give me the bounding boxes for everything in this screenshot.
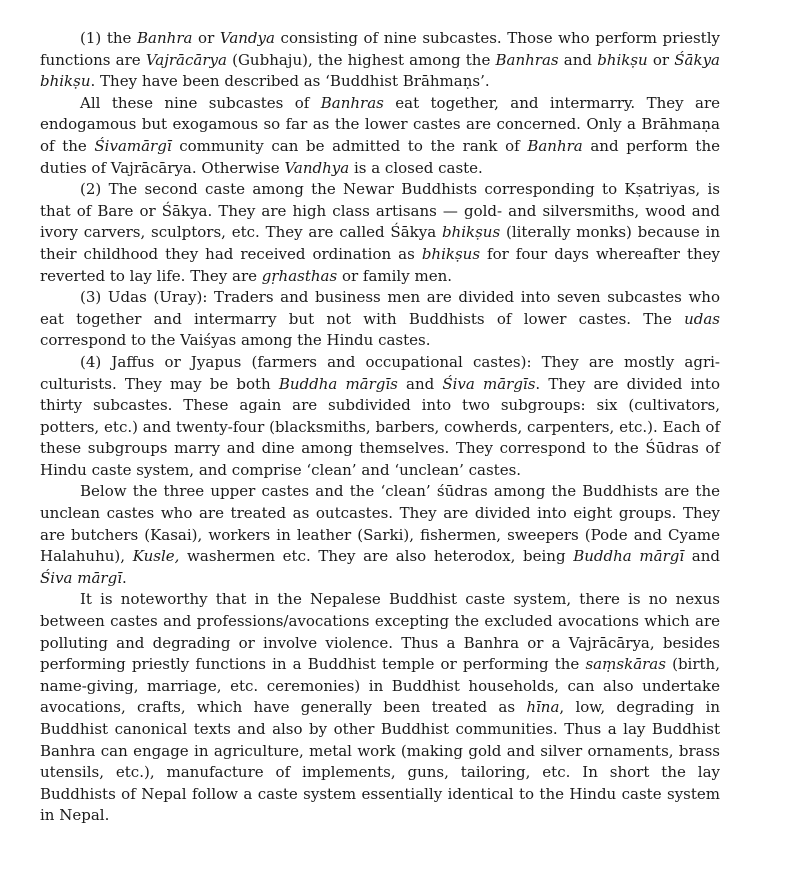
paragraph-udas bbox=[40, 287, 720, 352]
text-run: (birth, name-giving, marriage, etc. ceremonies) in Buddhist households, can also undertake avocations, crafts, which have generally been treated as bbox=[40, 655, 720, 717]
document-page bbox=[40, 28, 720, 827]
text-run: Below the three upper castes and the ‘clean’ śūdras among the Buddhists are the unclean castes who are treated as outcastes. They are divided into eight groups. They are butchers (Kasai), workers in leather (Sarki), fishermen, sweepers (Pode and Cyame Halahuhu), bbox=[40, 482, 720, 566]
text-run: . bbox=[122, 568, 127, 587]
text-run: . They are divided into thirty subcastes. These again are subdivided into two subgroups: six (cultivators, potters, etc.) and twenty-four (blacksmiths, barbers, cowherds, carpenters, etc.). Each of these subgroups marry and dine among themselves. They correspond to the Śūdras of Hindu caste system, and comprise ‘clean’ and ‘unclean’ castes. bbox=[40, 374, 720, 479]
italic-term: hīna bbox=[526, 698, 560, 717]
italic-term: gṛhasthas bbox=[261, 266, 338, 285]
italic-term: bhikṣus bbox=[421, 244, 481, 263]
italic-term: Vandya bbox=[219, 29, 275, 47]
paragraph-sakya bbox=[40, 179, 720, 287]
italic-term: Śākya bhikṣu bbox=[40, 50, 720, 91]
italic-term: Vandhya bbox=[284, 158, 350, 177]
text-run: and bbox=[558, 50, 598, 69]
italic-term: bhikṣu bbox=[597, 50, 648, 69]
italic-term: Śiva mārgī bbox=[40, 568, 122, 587]
text-run: correspond to the Vaiśyas among the Hindu castes. bbox=[40, 331, 431, 350]
text-run: or bbox=[647, 50, 675, 69]
paragraph-banhra bbox=[40, 28, 720, 93]
text-run: and bbox=[397, 374, 443, 393]
text-run: eat together, and intermarry. They are endogamous but exogamous so far as the lower castes are concerned. Only a Brāhmaṇa of the bbox=[40, 93, 720, 155]
text-run: , low, degrading in Buddhist canonical texts and also by other Buddhist communities. Thus a lay Buddhist Banhra can engage in agriculture, metal work (making gold and silver ornaments, brass utensils, etc.), manufacture of implements, guns, tailoring, etc. In short the lay Buddhists of Nepal follow a caste system essentially identical to the Hindu caste system in Nepal. bbox=[40, 698, 720, 825]
paragraph-subcastes bbox=[40, 93, 720, 179]
text-run: All these nine subcastes of bbox=[80, 93, 321, 112]
italic-term: Banhra bbox=[137, 29, 193, 47]
text-run: or family men. bbox=[337, 266, 452, 285]
text-run: It is noteworthy that in the Nepalese Buddhist caste system, there is no nexus between castes and professions/avocations excepting the excluded avocations which are polluting and degrading or involve violence. Thus a Banhra or a Vajrācārya, besides performing priestly functions in a Buddhist temple or performing the bbox=[40, 590, 720, 674]
italic-term: Śiva mārgīs bbox=[442, 374, 536, 393]
paragraph-noteworthy bbox=[40, 589, 720, 827]
text-run: or bbox=[192, 29, 220, 47]
italic-term: Buddha mārgī bbox=[573, 547, 685, 566]
text-run: (2) The second caste among the Newar Buddhists corresponding to Kṣatriyas, is that of Bare or Śākya. They are high class artisans — gold- and silversmiths, wood and ivory carvers, sculptors, etc. They are called Śākya bbox=[40, 180, 720, 242]
text-run: washermen etc. They are also heterodox, being bbox=[179, 547, 574, 566]
text-run: (Gubhaju), the highest among the bbox=[226, 50, 496, 69]
text-run: and perform the duties of Vajrācārya. Otherwise bbox=[40, 136, 720, 177]
text-run: community can be admitted to the rank of bbox=[171, 136, 528, 155]
italic-term: udas bbox=[684, 309, 720, 328]
italic-term: bhikṣus bbox=[441, 223, 501, 242]
italic-term: Banhras bbox=[495, 50, 559, 69]
italic-term: saṃskāras bbox=[585, 655, 666, 674]
text-run: (3) Udas (Uray): Traders and business men are divided into seven subcastes who eat together and intermarry but not with Buddhists of lower castes. The bbox=[40, 288, 720, 328]
italic-term: Banhra bbox=[527, 136, 583, 155]
paragraph-outcastes bbox=[40, 481, 720, 589]
text-run: is a closed caste. bbox=[349, 158, 483, 177]
italic-term: Kusle, bbox=[132, 547, 180, 566]
italic-term: Śivamārgī bbox=[94, 136, 172, 155]
text-run: consisting of nine subcastes. Those who perform priestly functions are bbox=[40, 29, 720, 69]
text-run: and bbox=[684, 547, 721, 566]
italic-term: Vajrācārya bbox=[145, 50, 227, 69]
paragraph-jaffus bbox=[40, 352, 720, 482]
text-run: for four days whereafter they reverted to lay life. They are bbox=[40, 244, 720, 285]
italic-term: Banhras bbox=[320, 93, 384, 112]
italic-term: Buddha mārgīs bbox=[278, 374, 398, 393]
text-run: . They have been described as ‘Buddhist Brāhmaṇs’. bbox=[90, 72, 490, 91]
text-run: (4) Jaffus or Jyapus (farmers and occupational castes): They are mostly agri-culturists. They may be both bbox=[40, 352, 720, 393]
text-run: (1) the bbox=[80, 29, 138, 47]
text-run: (literally monks) because in their childhood they had received ordination as bbox=[40, 223, 720, 263]
